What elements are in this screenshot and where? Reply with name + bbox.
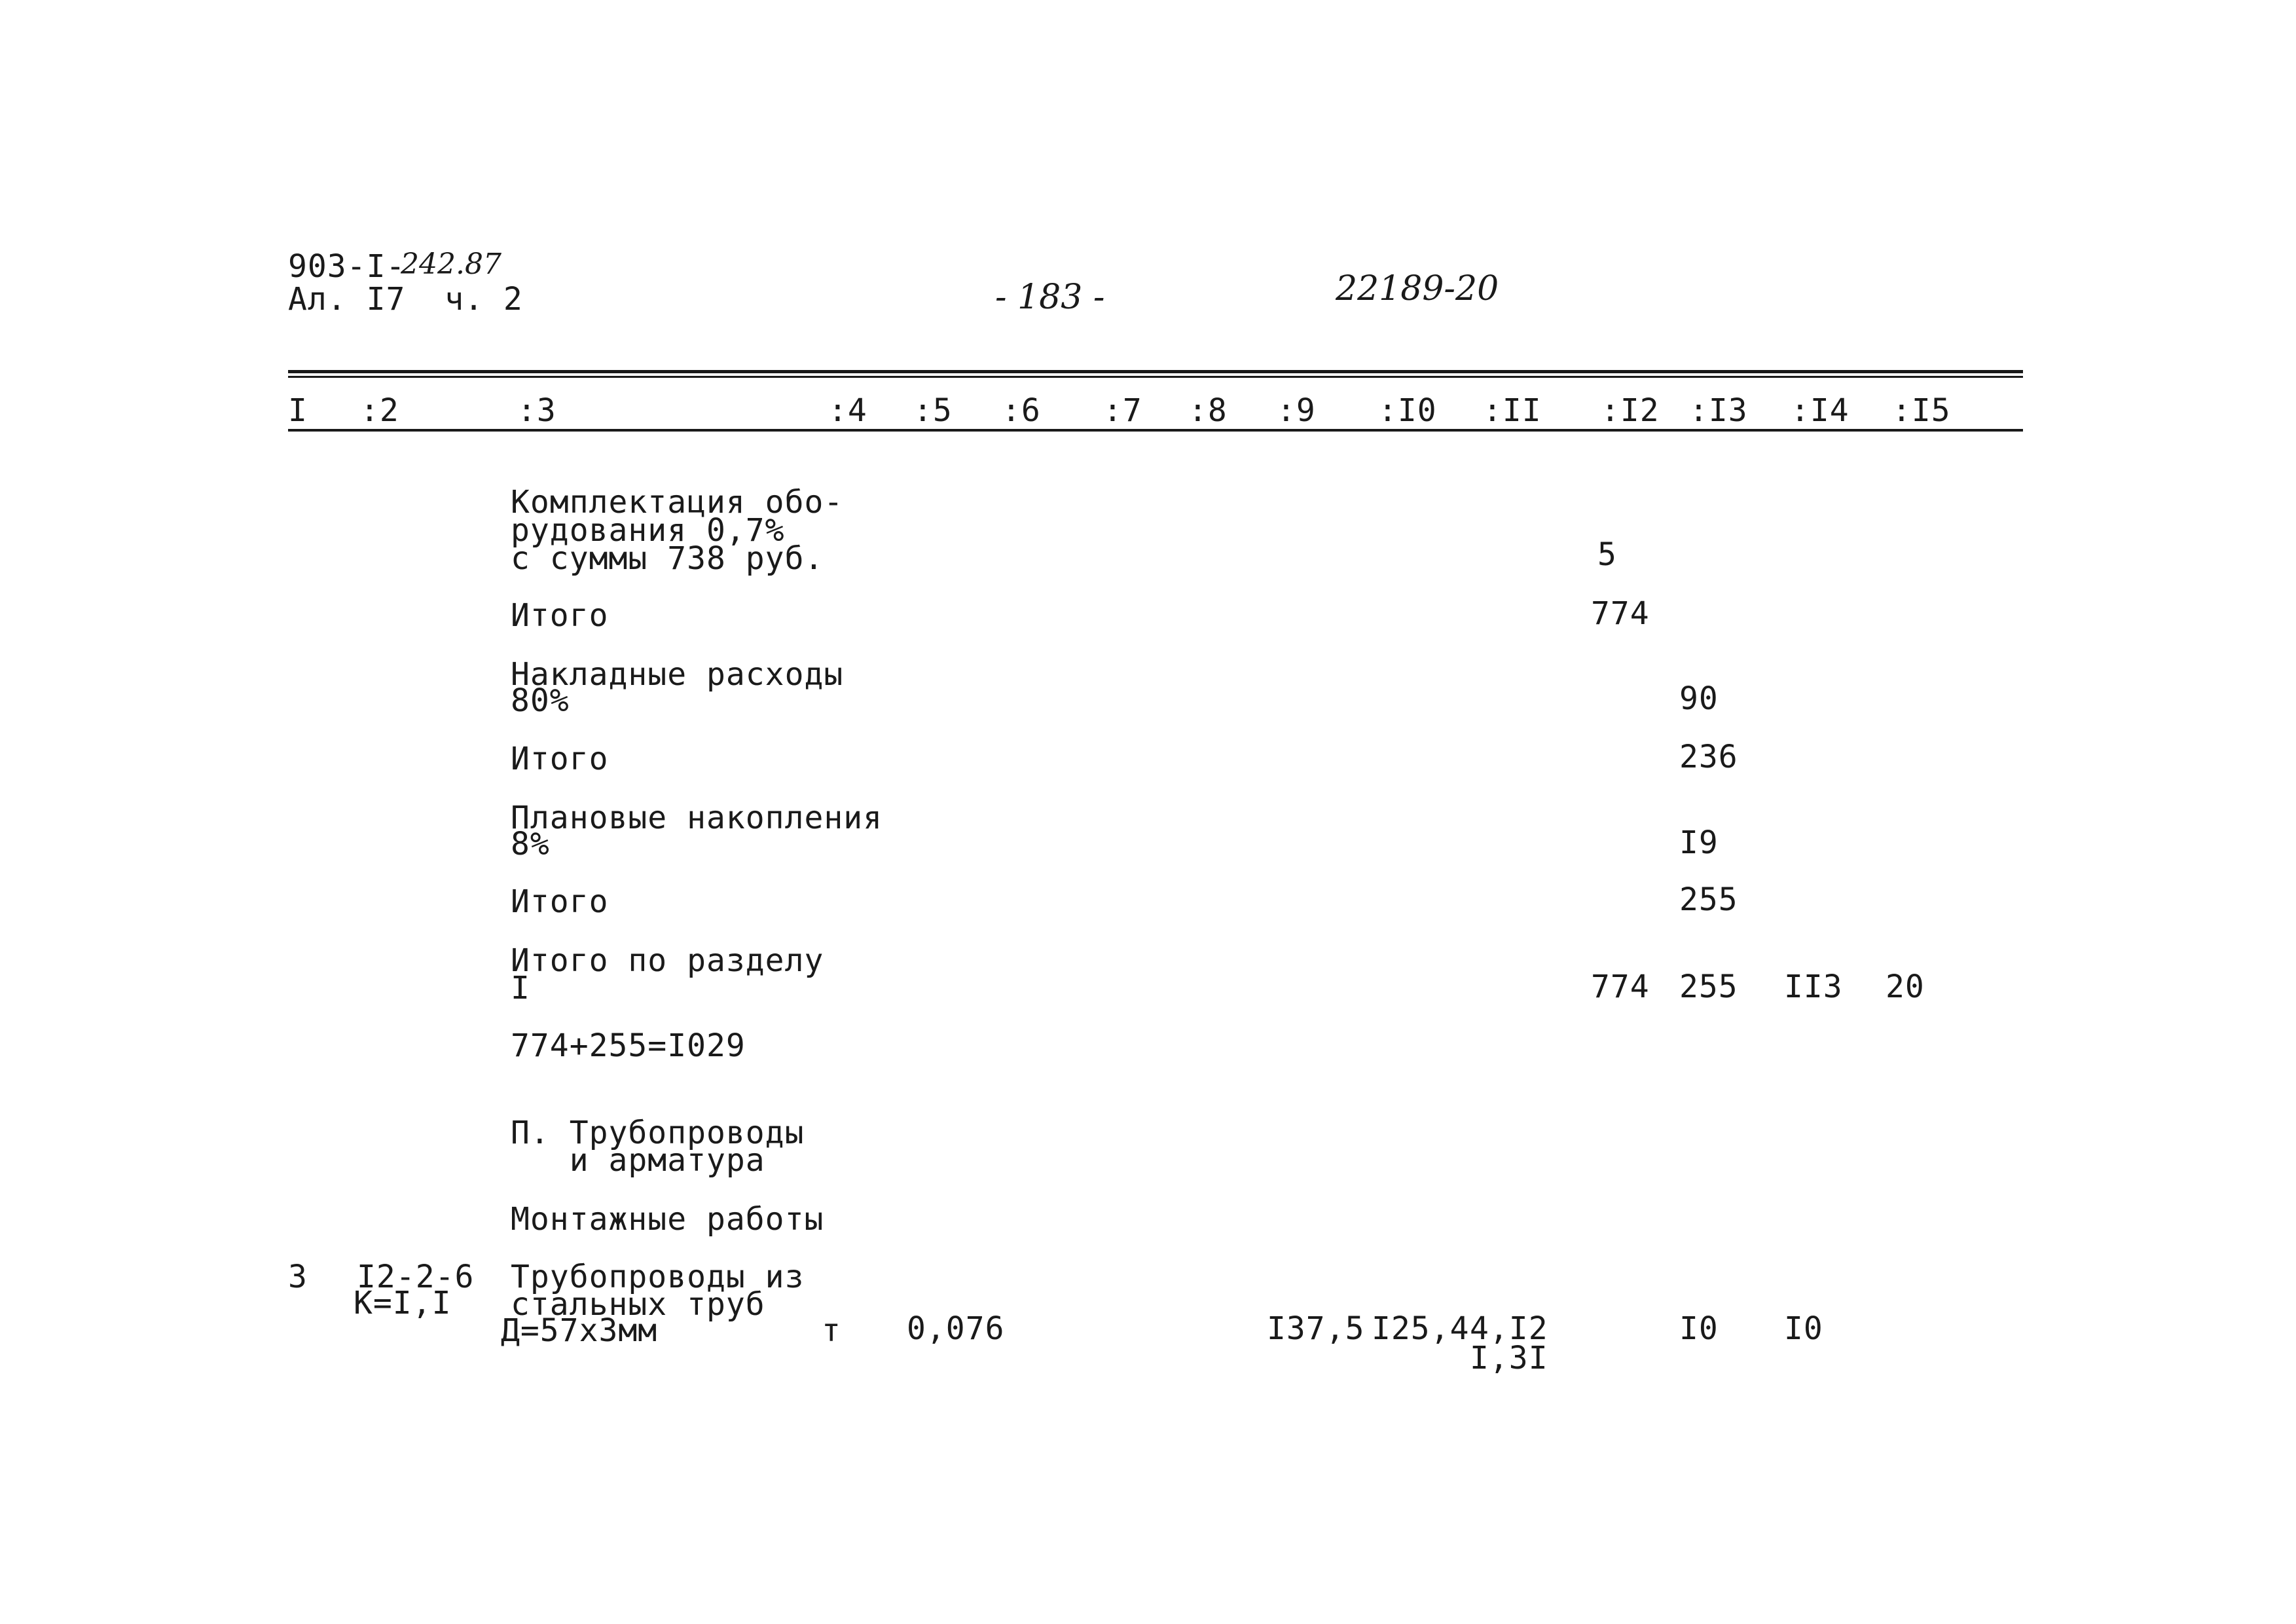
column-header: :6 — [1002, 392, 1041, 429]
cell-c13: I9 — [1679, 824, 1719, 861]
doc-code-handwritten: 242.87 — [401, 248, 501, 281]
row-label-line: 80% — [511, 682, 570, 719]
cell-c9: I37,5 — [1267, 1310, 1365, 1347]
cell-unit: т — [822, 1312, 841, 1349]
cell-c13: 255 — [1679, 881, 1738, 918]
row-label-line: с суммы 738 руб. — [511, 540, 824, 577]
row-label-line: 8% — [511, 826, 550, 862]
column-header: :3 — [517, 392, 556, 429]
column-header: I — [288, 392, 308, 429]
column-header: :4 — [828, 392, 867, 429]
row-label-line: Комплектация обо- — [511, 484, 844, 521]
row-label-line: I — [511, 970, 530, 1006]
cell-c14: II3 — [1784, 969, 1843, 1005]
cell-c12: 5 — [1597, 536, 1617, 573]
column-header: :7 — [1103, 392, 1142, 429]
column-header: :8 — [1188, 392, 1228, 429]
header-bottom-rule — [288, 429, 2023, 432]
item-number: 3 — [288, 1259, 308, 1295]
column-header: :I0 — [1378, 392, 1437, 429]
row-label-line: Монтажные работы — [511, 1201, 824, 1238]
row-label-line: Итого — [511, 741, 609, 777]
row-label-line: стальных труб — [511, 1286, 765, 1323]
cell-c11: 4,I2 — [1470, 1310, 1548, 1347]
row-label-line: Д=57х3мм — [501, 1312, 658, 1349]
column-header: :I3 — [1689, 392, 1748, 429]
cell-c13: 255 — [1679, 969, 1738, 1005]
doc-code-printed: 903-I- — [288, 248, 406, 285]
cell-c14: I0 — [1784, 1310, 1823, 1347]
top-double-rule-1 — [288, 370, 2023, 373]
cell-c10: I25,4 — [1372, 1310, 1470, 1347]
section-title-line: П. Трубопроводы — [511, 1115, 805, 1151]
row-label-line: Итого — [511, 597, 609, 634]
sum-formula: 774+255=I029 — [511, 1027, 746, 1064]
doc-number: 22189-20 — [1336, 269, 1499, 308]
column-header: :I5 — [1892, 392, 1951, 429]
cell-qty: 0,076 — [907, 1310, 1005, 1347]
column-header: :2 — [360, 392, 399, 429]
row-label-line: рудования 0,7% — [511, 512, 785, 549]
column-header: :9 — [1277, 392, 1316, 429]
item-code: К=I,I — [354, 1285, 452, 1321]
row-label-line: Итого по разделу — [511, 942, 824, 979]
column-header: :I4 — [1791, 392, 1850, 429]
row-label-line: Накладные расходы — [511, 656, 844, 693]
page-number: - 183 - — [995, 278, 1105, 317]
row-label-line: Трубопроводы из — [511, 1259, 805, 1295]
cell-c12: 774 — [1591, 969, 1650, 1005]
column-header: :5 — [913, 392, 953, 429]
row-label-line: Плановые накопления — [511, 800, 883, 836]
album-line: Ал. I7 ч. 2 — [288, 281, 523, 318]
top-double-rule-2 — [288, 376, 2023, 378]
row-label-line: Итого — [511, 883, 609, 920]
item-code: I2-2-6 — [357, 1259, 475, 1295]
cell-c15: 20 — [1886, 969, 1925, 1005]
cell-c13: 90 — [1679, 680, 1719, 717]
column-header: :I2 — [1601, 392, 1660, 429]
cell-c12: 774 — [1591, 595, 1650, 632]
column-header: :II — [1483, 392, 1542, 429]
cell-c11: I,3I — [1470, 1340, 1548, 1376]
cell-c13: 236 — [1679, 739, 1738, 775]
cell-c13: I0 — [1679, 1310, 1719, 1347]
section-title-line: и арматура — [511, 1142, 765, 1179]
